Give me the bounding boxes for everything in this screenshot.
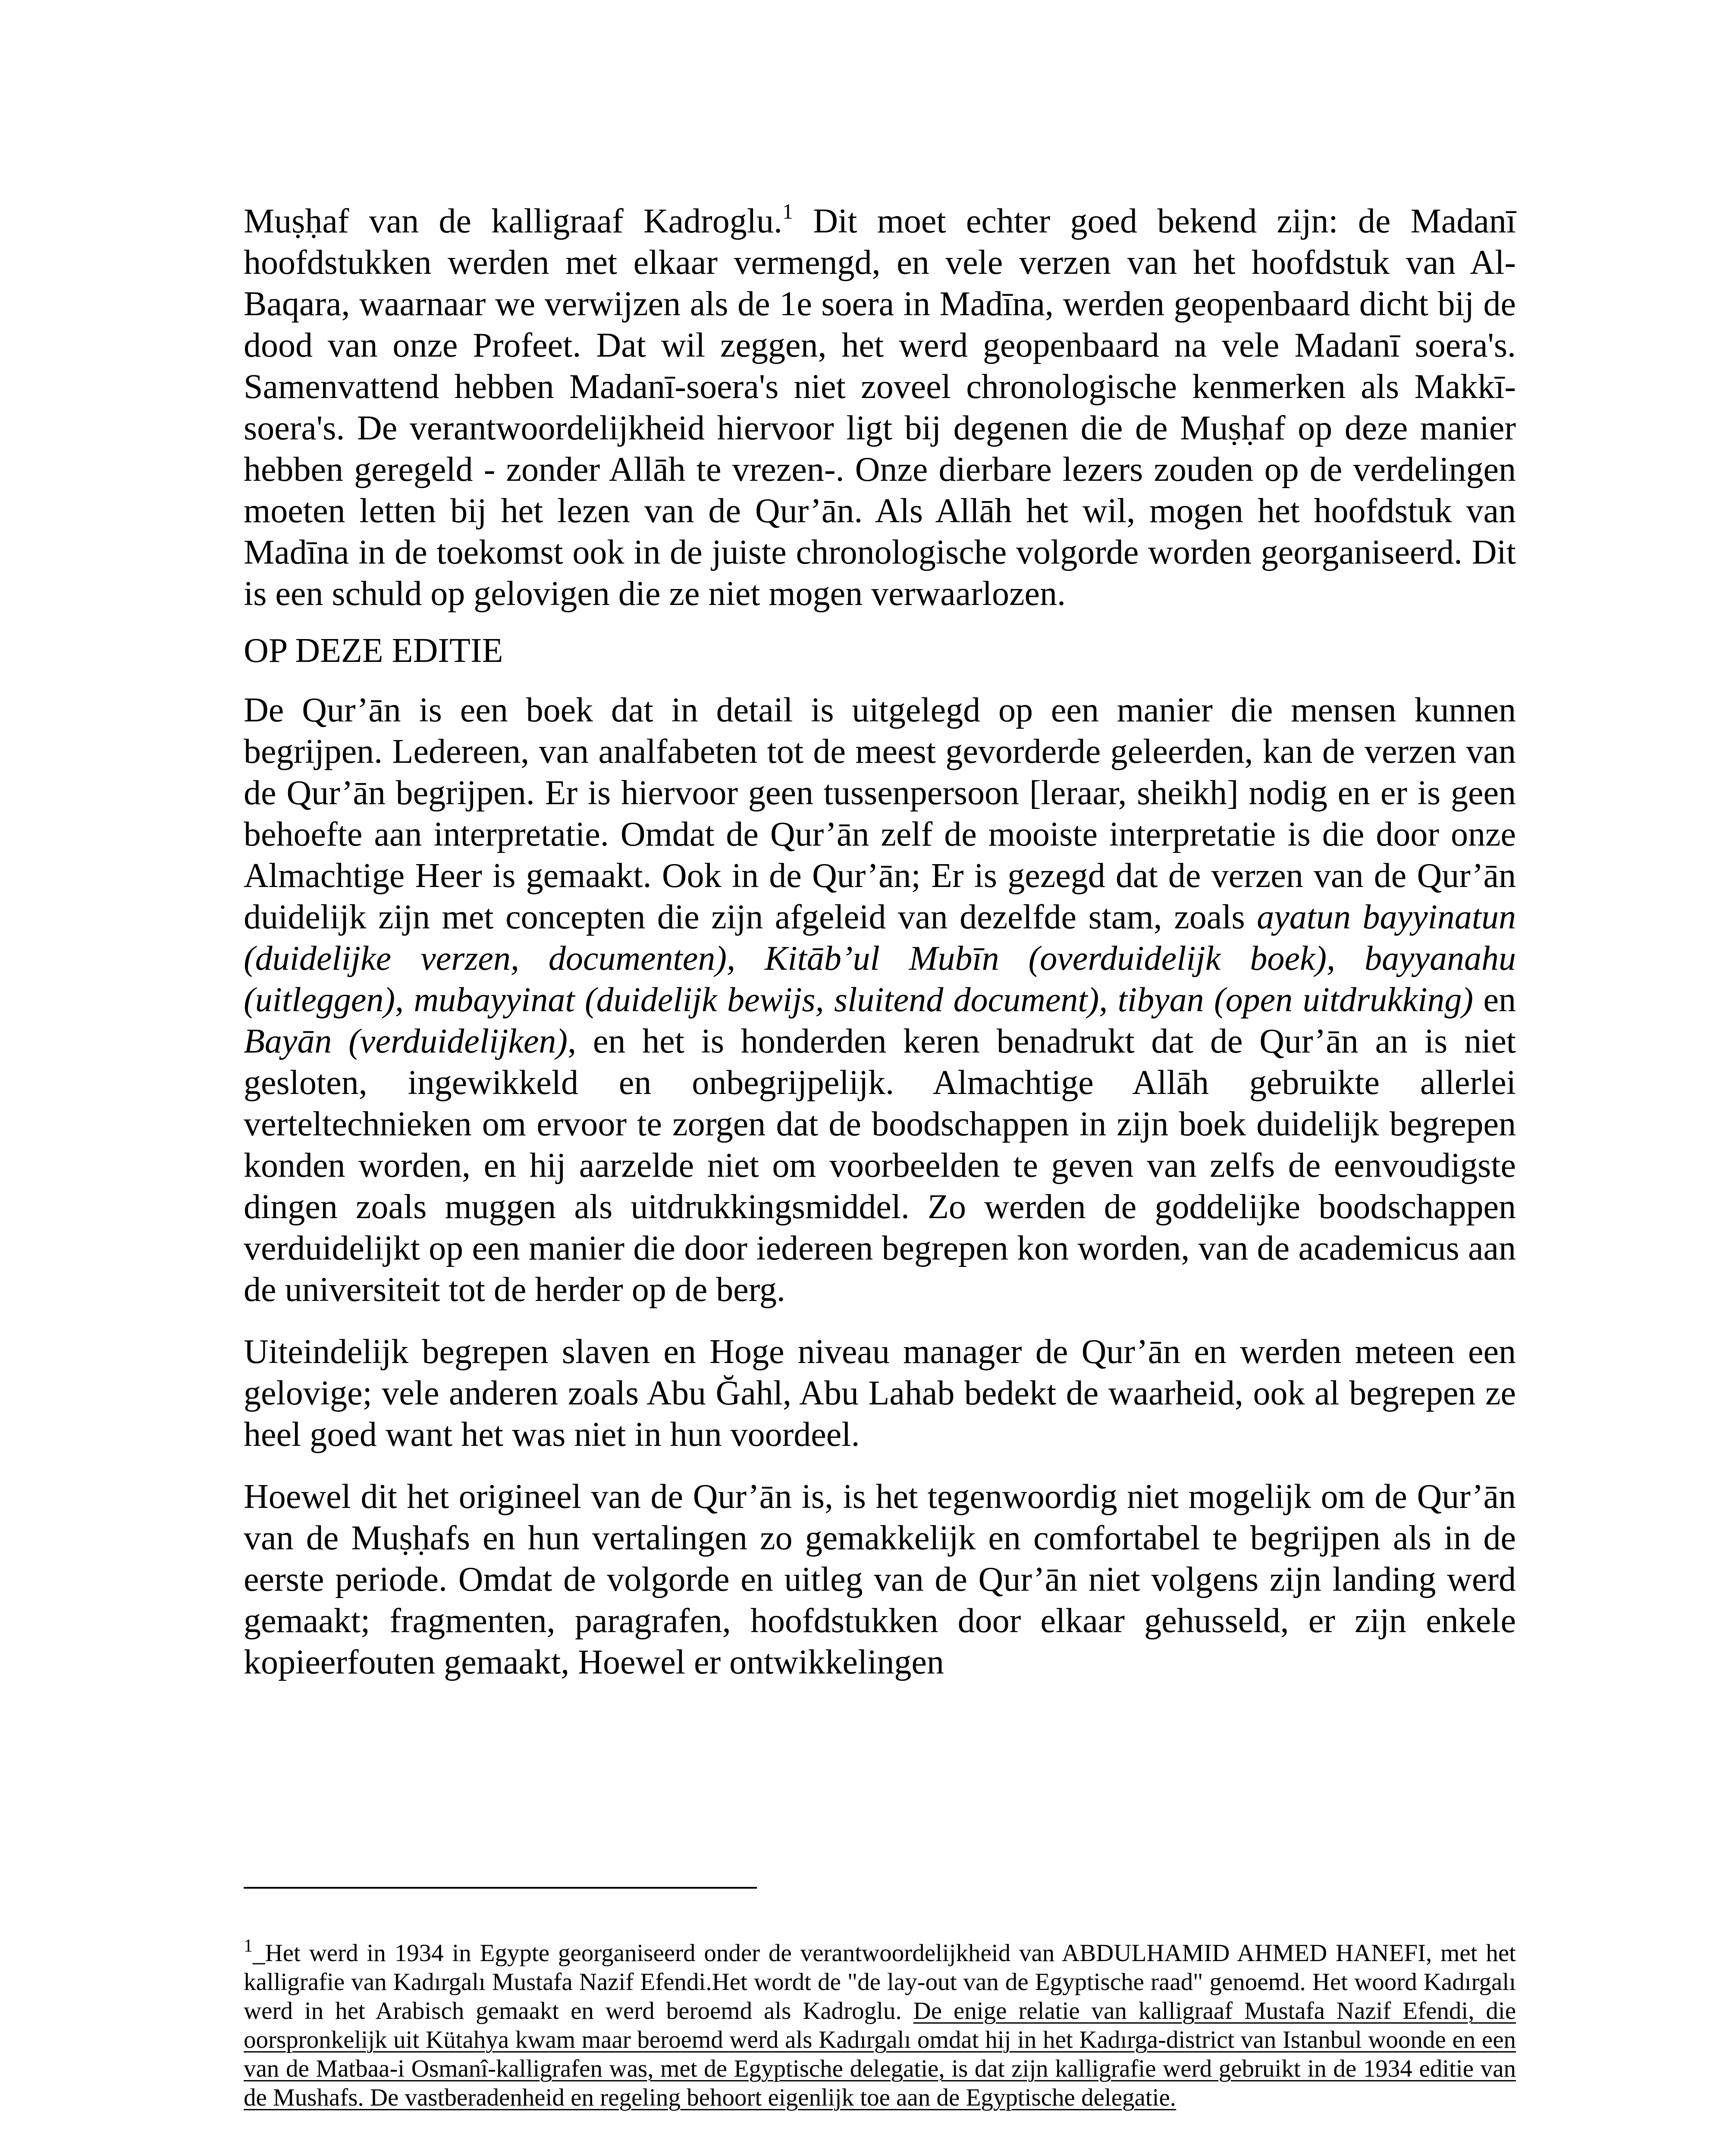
- paragraph-2-italic-1: ayatun bayyinatun (duidelijke verzen, documenten), Kitāb’ul Mubīn (overduidelijk boek), bayyanahu (uitleggen), mubayyinat (duidelijk bewijs, sluitend document), tibyan (open uitdrukking): [244, 898, 1516, 1019]
- footnote-marker: 1: [244, 1936, 253, 1956]
- footnote-separator: [244, 1887, 757, 1889]
- footnote-text: _Het werd in 1934 in Egypte georganiseerd onder de verantwoordelijkheid van ABDULHAMID AHMED HANEFI, met het kalligrafie van Kadırgalı Mustafa Nazif Efendi.Het wordt de "de lay-out van de Egyptische raad" genoemd. Het woord Kadırgalı werd in het Arabisch gemaakt en werd beroemd als Kadroglu.: [244, 1940, 1516, 2024]
- footnote: [244, 1936, 1516, 2112]
- footnote-underlined-text: De enige relatie van kalligraaf Mustafa Nazif Efendi, die oorspronkelijk uit Kütahya kwam maar beroemd werd als Kadırgalı omdat hij in het Kadırga-district van Istanbul woonde en een van de Matbaa-i Osmanî-kalligrafen was, met de Egyptische delegatie, is dat zijn kalligrafie werd gebruikt in de 1934 editie van de Mushafs. De vastberadenheid en regeling behoort eigenlijk toe aan de Egyptische delegatie.: [244, 1997, 1516, 2111]
- paragraph-1: [244, 201, 1516, 614]
- paragraph-2-text-c: , en het is honderden keren benadrukt dat de Qur’ān an is niet gesloten, ingewikkeld en onbegrijpelijk. Almachtige Allāh gebruikte allerlei verteltechnieken om ervoor te zorgen dat de boodschappen in zijn boek duidelijk begrepen konden worden, en hij aarzelde niet om voorbeelden te geven van zelfs de eenvoudigste dingen zoals muggen als uitdrukkingsmiddel. Zo werden de goddelijke boodschappen verduidelijkt op een manier die door iedereen begrepen kon worden, van de academicus aan de universiteit tot de herder op de berg.: [244, 1022, 1516, 1309]
- paragraph-2-italic-2: Bayān (verduidelijken): [244, 1022, 568, 1060]
- paragraph-3: Uiteindelijk begrepen slaven en Hoge niveau manager de Qur’ān en werden meteen een gelovige; vele anderen zoals Abu Ğahl, Abu Lahab bedekt de waarheid, ook al begrepen ze heel goed want het was niet in hun voordeel.: [244, 1333, 1516, 1454]
- body-text: [244, 201, 1516, 1704]
- paragraph-2: [244, 689, 1516, 1310]
- paragraph-2-text-a: De Qur’ān is een boek dat in detail is uitgelegd op een manier die mensen kunnen begrijpen. Ledereen, van analfabeten tot de meest gevorderde geleerden, kan de verzen van de Qur’ān begrijpen. Er is hiervoor geen tussenpersoon [leraar, sheikh] nodig en er is geen behoefte aan interpretatie. Omdat de Qur’ān zelf de mooiste interpretatie is die door onze Almachtige Heer is gemaakt. Ook in de Qur’ān; Er is gezegd dat de verzen van de Qur’ān duidelijk zijn met concepten die zijn afgeleid van dezelfde stam, zoals: [244, 691, 1516, 936]
- section-heading: OP DEZE EDITIE: [244, 632, 503, 670]
- paragraph-1-text-b: Dit moet echter goed bekend zijn: de Madanī hoofdstukken werden met elkaar vermengd, en vele verzen van het hoofdstuk van Al-Baqara, waarnaar we verwijzen als de 1e soera in Madīna, werden geopenbaard dicht bij de dood van onze Profeet. Dat wil zeggen, het werd geopenbaard na vele Madanī soera's. Samenvattend hebben Madanī-soera's niet zoveel chronologische kenmerken als Makkī-soera's. De verantwoordelijkheid hiervoor ligt bij degenen die de Muṣḥaf op deze manier hebben geregeld - zonder Allāh te vrezen-. Onze dierbare lezers zouden op de verdelingen moeten letten bij het lezen van de Qur’ān. Als Allāh het wil, mogen het hoofdstuk van Madīna in de toekomst ook in de juiste chronologische volgorde worden georganiseerd. Dit is een schuld op gelovigen die ze niet mogen verwaarlozen.: [244, 202, 1516, 613]
- paragraph-2-text-b: en: [1473, 981, 1516, 1019]
- paragraph-1-text-a: Muṣḥaf van de kalligraaf Kadroglu.: [244, 202, 782, 240]
- footnote-reference[interactable]: 1: [782, 199, 793, 223]
- paragraph-4: Hoewel dit het origineel van de Qur’ān is, is het tegenwoordig niet mogelijk om de Qur’ān van de Muṣḥafs en hun vertalingen zo gemakkelijk en comfortabel te begrijpen als in de eerste periode. Omdat de volgorde en uitleg van de Qur’ān niet volgens zijn landing werd gemaakt; fragmenten, paragrafen, hoofdstukken door elkaar gehusseld, er zijn enkele kopieerfouten gemaakt, Hoewel er ontwikkelingen: [244, 1478, 1516, 1681]
